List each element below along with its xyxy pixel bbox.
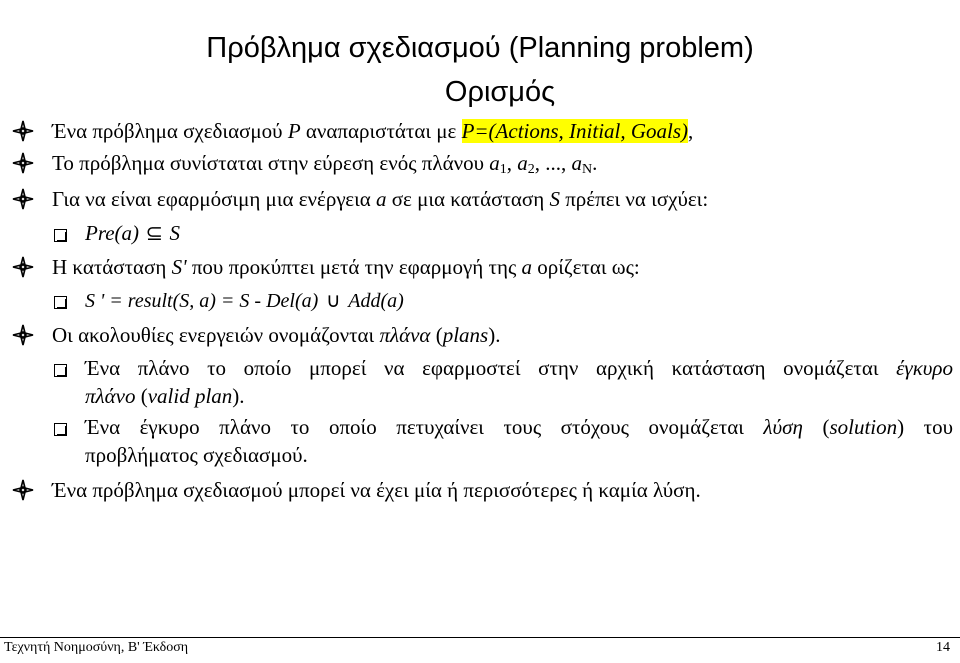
- line-valid-plan-2: πλάνο (valid plan).: [85, 384, 245, 408]
- four-diamond-star-icon: [12, 256, 34, 278]
- line-solutions-count: Ένα πρόβλημα σχεδιασμού μπορεί να έχει μία ή περισσότερες ή καμία λύση.: [52, 478, 701, 502]
- shadowed-square-icon: [54, 364, 67, 377]
- four-diamond-star-icon: [12, 324, 34, 346]
- footer-book-title: Τεχνητή Νοημοσύνη, Β' Έκδοση: [4, 640, 189, 655]
- footer-divider: [0, 637, 960, 638]
- line-plans-definition: Οι ακολουθίες ενεργειών ονομάζονται πλάνα (plans).: [52, 323, 501, 347]
- line-result-formula: S ' = result(S, a) = S - Del(a) ∪ Add(a): [85, 290, 404, 312]
- line-resulting-state: Η κατάσταση S' που προκύπτει μετά την εφαρμογή της a ορίζεται ως:: [52, 255, 640, 279]
- shadowed-square-icon: [54, 229, 67, 242]
- four-diamond-star-icon: [12, 188, 34, 210]
- line-plan-search: Το πρόβλημα συνίσταται στην εύρεση ενός πλάνου $a_1$, $a_2$, ..., $a_N$.: [52, 151, 598, 177]
- shadowed-square-icon: [54, 296, 67, 309]
- line-valid-plan-1: Ένα πλάνο το οποίο μπορεί να εφαρμοστεί στην αρχική κατάσταση ονομάζεται έγκυρο: [85, 356, 953, 380]
- page-number: 14: [936, 640, 950, 655]
- line-planning-problem-definition: Ένα πρόβλημα σχεδιασμού P αναπαριστάται με P=(Actions, Initial, Goals),: [52, 119, 694, 143]
- highlighted-tuple: P=(Actions, Initial, Goals): [461, 119, 689, 143]
- shadowed-square-icon: [54, 423, 67, 436]
- four-diamond-star-icon: [12, 120, 34, 142]
- line-applicability: Για να είναι εφαρμόσιμη μια ενέργεια a σε μια κατάσταση S πρέπει να ισχύει:: [52, 187, 709, 211]
- line-solution-2: προβλήματος σχεδιασμού.: [85, 443, 308, 467]
- four-diamond-star-icon: [12, 152, 34, 174]
- four-diamond-star-icon: [12, 479, 34, 501]
- line-solution-1: Ένα έγκυρο πλάνο το οποίο πετυχαίνει τους στόχους ονομάζεται λύση (solution) του: [85, 415, 953, 439]
- line-precondition: Pre(a) ⊆ S: [85, 221, 181, 245]
- slide-title: Πρόβλημα σχεδιασμού (Planning problem): [206, 32, 754, 64]
- slide-subtitle: Ορισμός: [444, 76, 556, 108]
